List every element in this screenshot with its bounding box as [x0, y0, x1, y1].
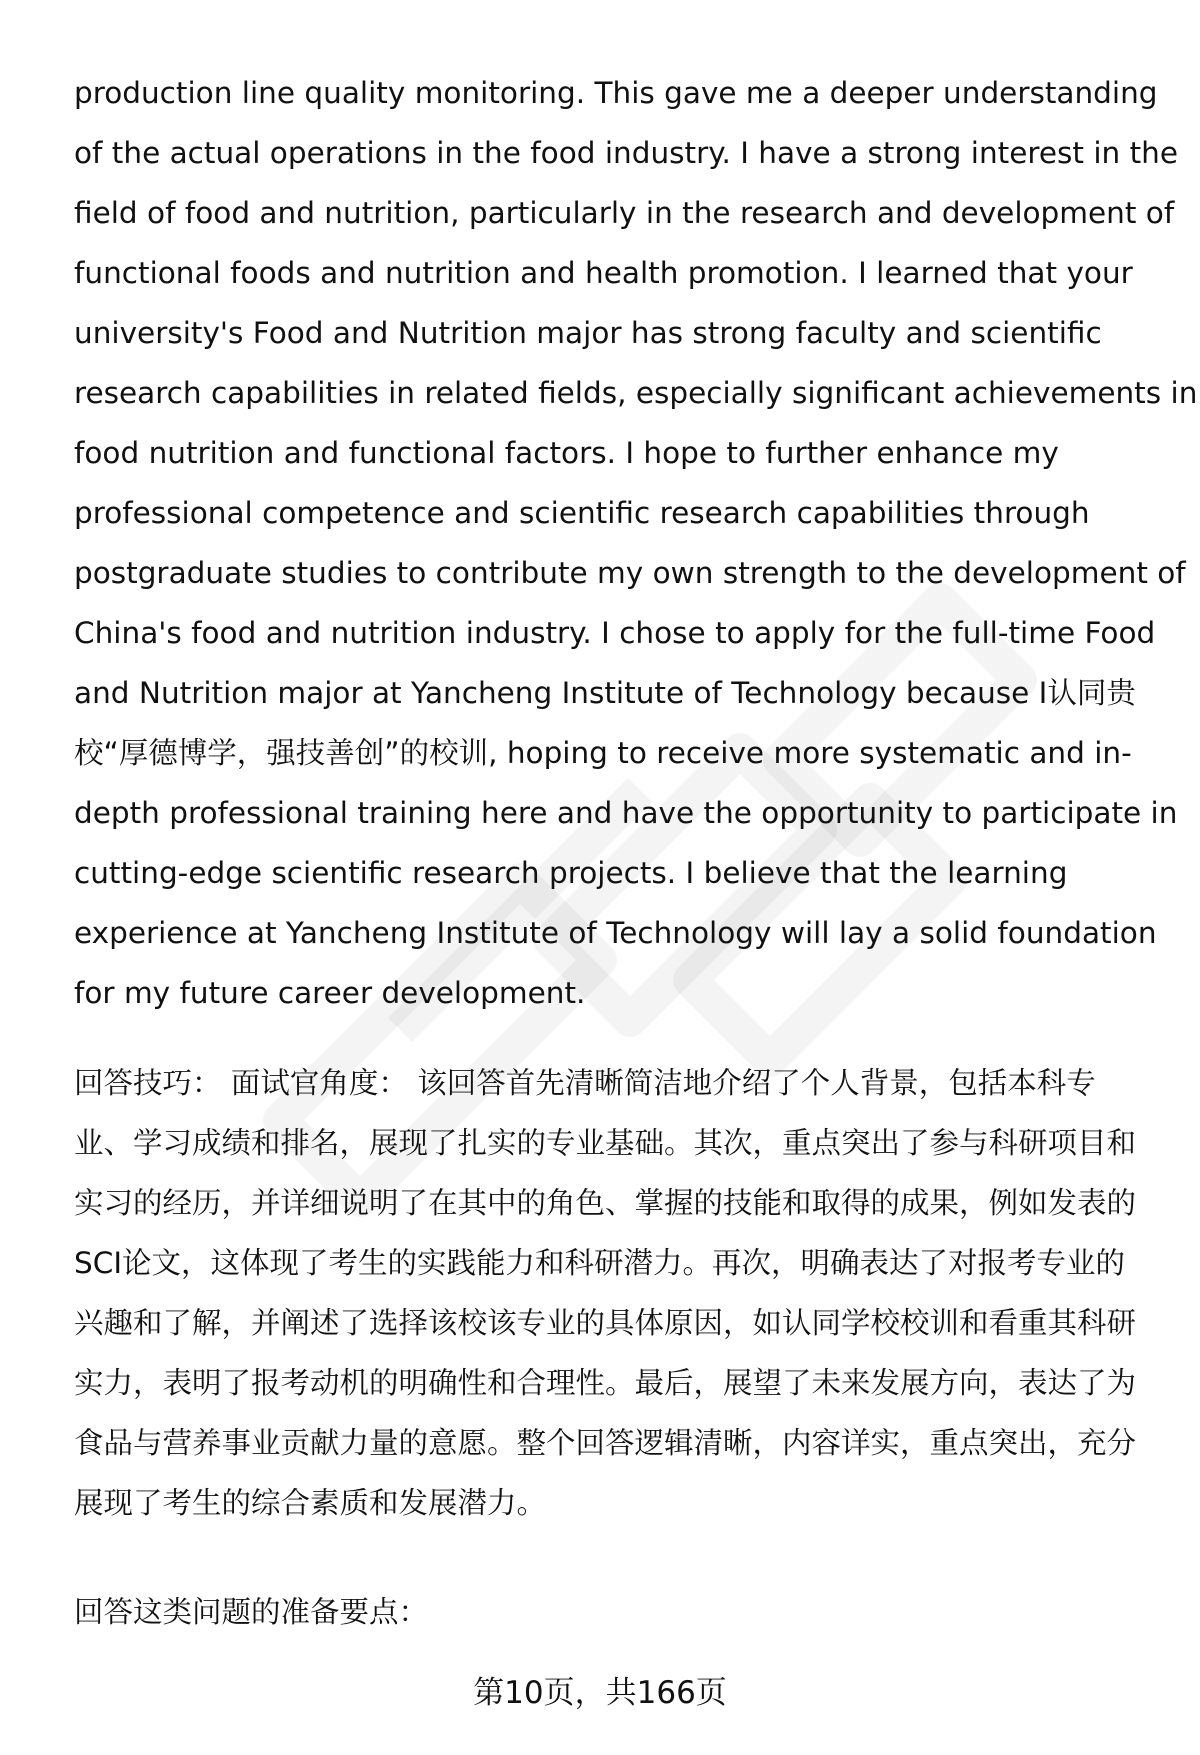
- text-line: 展现了考生的综合素质和发展潜力。: [74, 1486, 547, 1520]
- text-line: SCI论文，这体现了考生的实践能力和科研潜力。再次，明确表达了对报考专业的: [74, 1246, 1126, 1280]
- text-line: field of food and nutrition, particularly in the research and development of: [74, 196, 1175, 230]
- text-line: professional competence and scientific research capabilities through: [74, 496, 1090, 530]
- text-line: functional foods and nutrition and health promotion. I learned that your: [74, 256, 1133, 290]
- text-line: 校“厚德博学，强技善创”的校训, hoping to receive more systematic and in-: [74, 736, 1132, 770]
- text-line: 回答技巧： 面试官角度： 该回答首先清晰简洁地介绍了个人背景，包括本科专: [74, 1066, 1096, 1100]
- preparation-heading: [74, 1582, 1154, 1642]
- text-line: food nutrition and functional factors. I hope to further enhance my: [74, 436, 1059, 470]
- text-line: China's food and nutrition industry. I chose to apply for the full-time Food: [74, 616, 1156, 650]
- page-number-footer: 第10页，共166页: [473, 1675, 727, 1711]
- text-line: 业、学习成绩和排名，展现了扎实的专业基础。其次，重点突出了参与科研项目和: [74, 1126, 1137, 1160]
- text-line: experience at Yancheng Institute of Technology will lay a solid foundation: [74, 916, 1157, 950]
- text-line: of the actual operations in the food industry. I have a strong interest in the: [74, 136, 1179, 170]
- answer-paragraph-english: [74, 63, 1198, 1023]
- text-line: postgraduate studies to contribute my own strength to the development of: [74, 556, 1186, 590]
- text-line: 实力，表明了报考动机的明确性和合理性。最后，展望了未来发展方向，表达了为: [74, 1366, 1137, 1400]
- text-line: 回答这类问题的准备要点：: [74, 1595, 429, 1629]
- text-line: 食品与营养事业贡献力量的意愿。整个回答逻辑清晰，内容详实，重点突出，充分: [74, 1426, 1137, 1460]
- text-line: research capabilities in related fields, especially significant achievements in: [74, 376, 1198, 410]
- text-line: production line quality monitoring. This gave me a deeper understanding: [74, 76, 1158, 110]
- text-line: 兴趣和了解，并阐述了选择该校该专业的具体原因，如认同学校校训和看重其科研: [74, 1306, 1137, 1340]
- text-line: depth professional training here and have the opportunity to participate in: [74, 796, 1178, 830]
- text-line: cutting-edge scientific research projects. I believe that the learning: [74, 856, 1068, 890]
- text-line: for my future career development.: [74, 976, 586, 1010]
- text-line: 实习的经历，并详细说明了在其中的角色、掌握的技能和取得的成果，例如发表的: [74, 1186, 1137, 1220]
- text-line: and Nutrition major at Yancheng Institute of Technology because I认同贵: [74, 676, 1136, 710]
- text-line: university's Food and Nutrition major has strong faculty and scientific: [74, 316, 1102, 350]
- answer-tips-paragraph: [74, 1053, 1154, 1533]
